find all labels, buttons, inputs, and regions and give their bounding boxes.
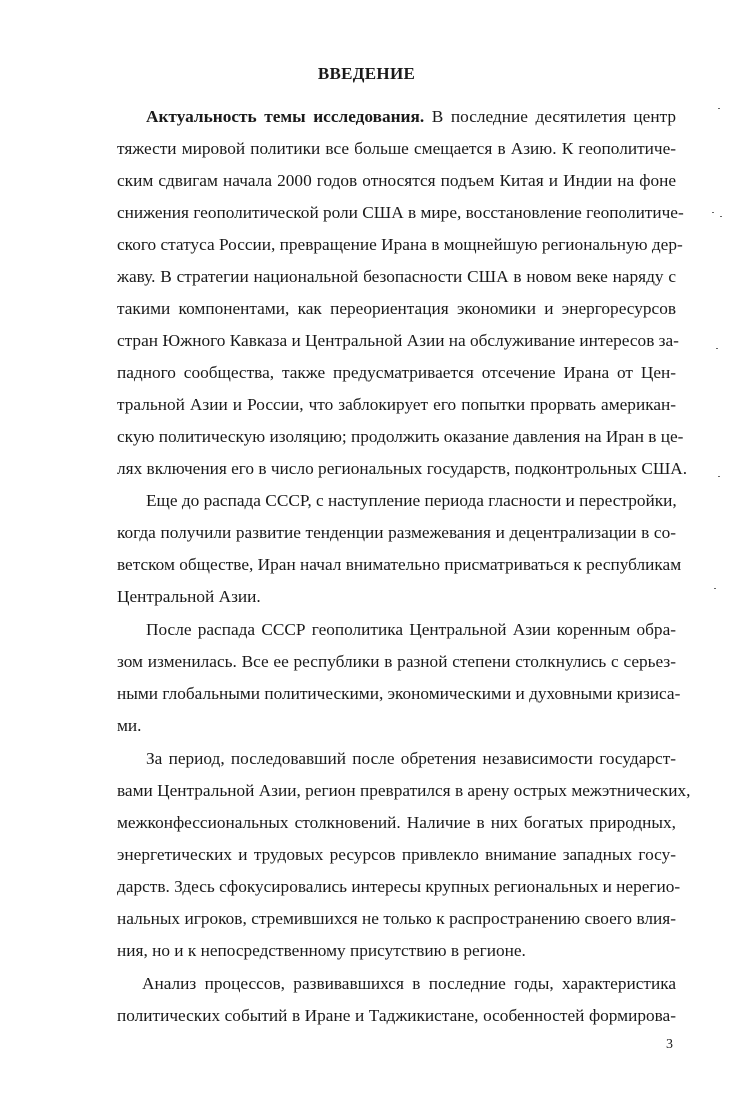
scan-speck	[714, 588, 716, 589]
paragraph-1-line-12: лях включения его в число региональных государств, подконтрольных США.	[117, 459, 688, 478]
paragraph-4-line-5: дарств. Здесь сфокусировались интересы крупных региональных и нерегио-	[117, 877, 681, 896]
lead-heading: Актуальность темы исследования.	[146, 107, 425, 126]
paragraph-3-line-1: После распада СССР геополитика Центральной Азии коренным обра-	[146, 620, 676, 639]
paragraph-1-line-6: жаву. В стратегии национальной безопасности США в новом веке наряду с	[117, 267, 676, 286]
scan-speck	[712, 212, 714, 213]
scan-speck	[718, 476, 720, 477]
paragraph-2-line-4: Центральной Азии.	[117, 587, 261, 606]
paragraph-3-line-4: ми.	[117, 716, 142, 735]
paragraph-3-line-2: зом изменилась. Все ее республики в разной степени столкнулись с серьез-	[117, 652, 676, 671]
paragraph-2-line-3: ветском обществе, Иран начал внимательно присматриваться к республикам	[117, 555, 682, 574]
scan-speck	[718, 108, 720, 109]
paragraph-2-line-2: когда получили развитие тенденции размежевания и децентрализации в со-	[117, 523, 676, 542]
paragraph-1-line-10: тральной Азии и России, что заблокирует его попытки прорвать американ-	[117, 395, 676, 414]
paragraph-1-line-9: падного сообщества, также предусматривается отсечение Ирана от Цен-	[117, 363, 676, 382]
paragraph-1-line-5: ского статуса России, превращение Ирана в мощнейшую региональную дер-	[117, 235, 683, 254]
paragraph-3-line-3: ными глобальными политическими, экономическими и духовными кризиса-	[117, 684, 681, 703]
page-number: 3	[666, 1037, 673, 1052]
paragraph-4-line-7: ния, но и к непосредственному присутствию в регионе.	[117, 941, 526, 960]
paragraph-1-line-3: ским сдвигам начала 2000 годов относятся подъем Китая и Индии на фоне	[117, 171, 676, 190]
paragraph-1-line-1: Актуальность темы исследования. В последние десятилетия центр	[146, 107, 676, 126]
paragraph-1-line-4: снижения геополитической роли США в мире, восстановление геополитиче-	[117, 203, 684, 222]
paragraph-1-line-2: тяжести мировой политики все больше смещается в Азию. К геополитиче-	[117, 139, 676, 158]
paragraph-2-line-1: Еще до распада СССР, с наступление периода гласности и перестройки,	[146, 491, 677, 510]
paragraph-4-line-1: За период, последовавший после обретения независимости государст-	[146, 749, 676, 768]
paragraph-1-line-8: стран Южного Кавказа и Центральной Азии на обслуживание интересов за-	[117, 331, 679, 350]
paragraph-4-line-6: нальных игроков, стремившихся не только к распространению своего влия-	[117, 909, 676, 928]
scan-speck	[720, 216, 722, 217]
paragraph-4-line-4: энергетических и трудовых ресурсов привлекло внимание западных госу-	[117, 845, 676, 864]
paragraph-1-line-7: такими компонентами, как переориентация экономики и энергоресурсов	[117, 299, 676, 318]
page-title: ВВЕДЕНИЕ	[317, 64, 416, 83]
paragraph-1-line-11: скую политическую изоляцию; продолжить оказание давления на Иран в це-	[117, 427, 684, 446]
paragraph-5-line-1: Анализ процессов, развивавшихся в последние годы, характеристика	[142, 974, 676, 993]
paragraph-4-line-3: межконфессиональных столкновений. Наличие в них богатых природных,	[117, 813, 676, 832]
paragraph-4-line-2: вами Центральной Азии, регион превратился в арену острых межэтнических,	[117, 781, 691, 800]
paragraph-5-line-2: политических событий в Иране и Таджикистане, особенностей формирова-	[117, 1006, 676, 1025]
scan-speck	[716, 348, 718, 349]
